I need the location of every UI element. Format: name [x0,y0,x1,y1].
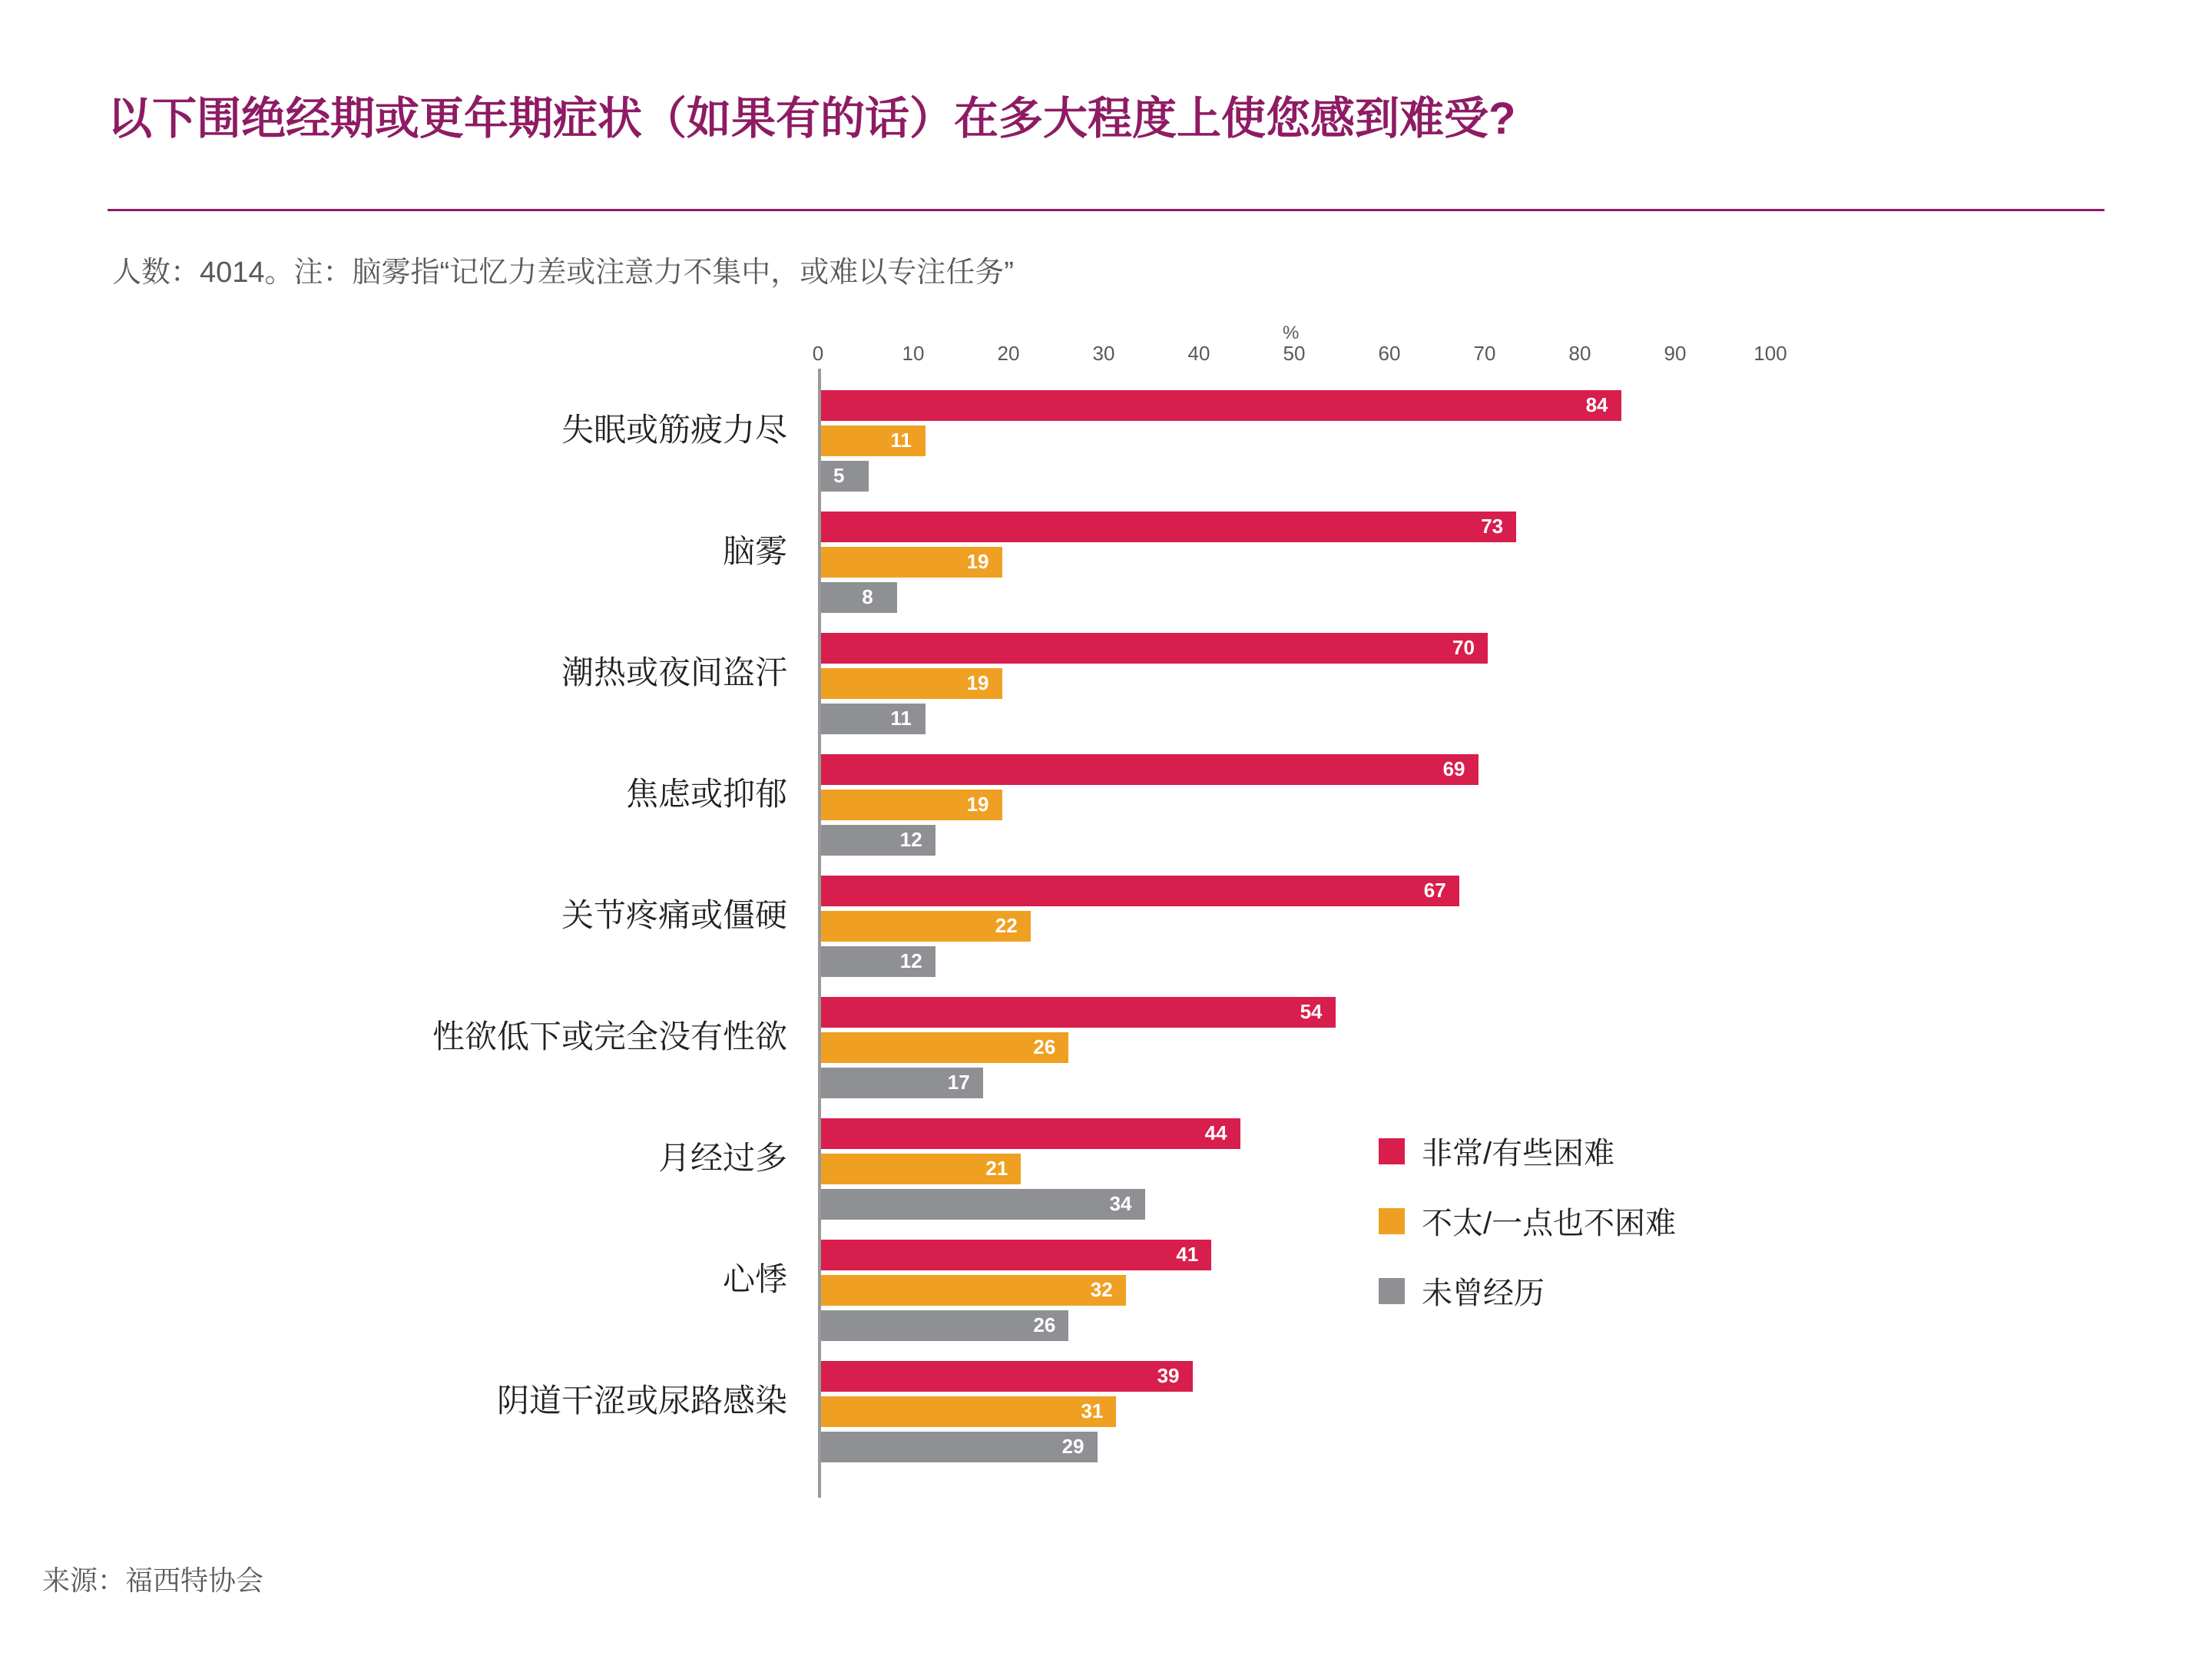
bar-value-label: 41 [1176,1243,1199,1266]
category-label: 性欲低下或完全没有性欲 [432,1018,787,1055]
bar-stack [821,390,2127,496]
bar-row [821,946,2127,977]
bar-row [821,390,2127,421]
axis-tick-0: 0 [812,342,824,365]
bar [821,1275,1126,1306]
axis-tick-100: 100 [1753,342,1787,365]
bar-value-label: 73 [1481,515,1504,538]
bar-value-label: 39 [1157,1364,1180,1387]
bar-row [821,461,2127,492]
bar [821,1361,1193,1392]
source-label: 来源：福西特协会 [42,1565,264,1596]
bar-row [821,825,2127,856]
bar-row [821,512,2127,542]
bar-group [0,876,2212,989]
bar [821,997,1336,1028]
legend-item [1379,1199,1676,1243]
bar-value-label: 8 [862,585,873,608]
legend-swatch [1379,1278,1405,1304]
axis-tick-50: 50 [1283,342,1306,365]
category-label: 潮热或夜间盗汗 [561,654,787,690]
bar-value-label: 19 [966,793,989,816]
category-label: 失眠或筋疲力尽 [561,412,787,448]
bar-value-label: 21 [985,1157,1008,1180]
bar-value-label: 12 [899,949,922,972]
bar-stack [821,1361,2127,1467]
bar-group [0,754,2212,868]
bar-value-label: 31 [1081,1399,1104,1422]
bar [821,461,869,492]
bar-group [0,1240,2212,1353]
axis-tick-30: 30 [1092,342,1115,365]
bar-row [821,633,2127,664]
bar-value-label: 26 [1033,1313,1056,1336]
bar-stack [821,754,2127,860]
bar-row [821,1032,2127,1063]
bar-group [0,633,2212,747]
bar-value-label: 22 [995,914,1018,937]
bar-value-label: 69 [1442,757,1465,780]
bar-group [0,1361,2212,1475]
bar [821,1189,1145,1220]
category-label: 心悸 [722,1261,787,1297]
bar-group [0,1118,2212,1232]
category-label: 关节疼痛或僵硬 [561,897,787,933]
axis-tick-90: 90 [1664,342,1687,365]
title-divider [108,209,2104,211]
bar-value-label: 70 [1452,636,1475,659]
axis-tick-40: 40 [1187,342,1210,365]
axis-tick-60: 60 [1378,342,1401,365]
axis-tick-20: 20 [997,342,1020,365]
bar-row [821,1068,2127,1098]
bar-row [821,582,2127,613]
bar-stack [821,997,2127,1103]
page-title: 以下围绝经期或更年期症状（如果有的话）在多大程度上使您感到难受? [108,94,1516,144]
chart-note: 人数：4014。注：脑雾指“记忆力差或注意力不集中，或难以专注任务” [112,257,1014,289]
bar-group [0,390,2212,504]
bar-value-label: 67 [1423,879,1446,902]
bar-value-label: 11 [890,707,912,730]
bar [821,1240,1211,1270]
legend-swatch [1379,1208,1405,1234]
bar [821,876,1459,906]
bar-value-label: 17 [947,1071,970,1094]
legend-label: 不太/一点也不困难 [1422,1207,1677,1240]
bar-row [821,911,2127,942]
bar [821,582,897,613]
bar-row [821,704,2127,734]
bar-value-label: 54 [1300,1000,1323,1023]
bar-group [0,997,2212,1111]
axis-unit-label: % [1283,323,1300,343]
axis-tick-70: 70 [1473,342,1496,365]
bar-row [821,876,2127,906]
bar-value-label: 11 [890,429,912,452]
bar [821,1432,1098,1462]
bar [821,633,1488,664]
bar-row [821,547,2127,578]
bar-value-label: 12 [899,828,922,851]
bar-row [821,1361,2127,1392]
bar-value-label: 34 [1109,1192,1132,1215]
bar [821,1310,1068,1341]
chart-legend [1379,1129,1676,1339]
bar-row [821,997,2127,1028]
bar [821,512,1516,542]
bar [821,390,1621,421]
legend-item [1379,1129,1676,1173]
bar-value-label: 19 [966,671,989,694]
category-label: 月经过多 [657,1140,787,1176]
bar-group [0,512,2212,625]
legend-swatch [1379,1138,1405,1164]
bar-chart [0,323,2212,1567]
bar-row [821,426,2127,456]
bar-value-label: 19 [966,550,989,573]
bar [821,754,1479,785]
bar-row [821,1396,2127,1427]
bar [821,1396,1116,1427]
category-label: 脑雾 [722,533,787,569]
bar-row [821,790,2127,820]
bar [821,1032,1068,1063]
legend-item [1379,1269,1676,1313]
bar-value-label: 5 [833,464,845,487]
bar-row [821,754,2127,785]
legend-label: 未曾经历 [1422,1277,1545,1310]
category-label: 阴道干涩或尿路感染 [496,1382,787,1419]
bar-stack [821,633,2127,739]
bar-row [821,1432,2127,1462]
bar-value-label: 84 [1585,393,1608,416]
category-label: 焦虑或抑郁 [625,776,787,812]
bar-stack [821,512,2127,618]
bar-value-label: 44 [1204,1121,1227,1144]
bar [821,1118,1240,1149]
bar-value-label: 29 [1061,1435,1084,1458]
bar-value-label: 32 [1090,1278,1113,1301]
bar-value-label: 26 [1033,1035,1056,1058]
legend-label: 非常/有些困难 [1422,1137,1615,1171]
axis-tick-10: 10 [902,342,925,365]
bar-stack [821,876,2127,982]
bar-row [821,668,2127,699]
axis-tick-80: 80 [1568,342,1591,365]
